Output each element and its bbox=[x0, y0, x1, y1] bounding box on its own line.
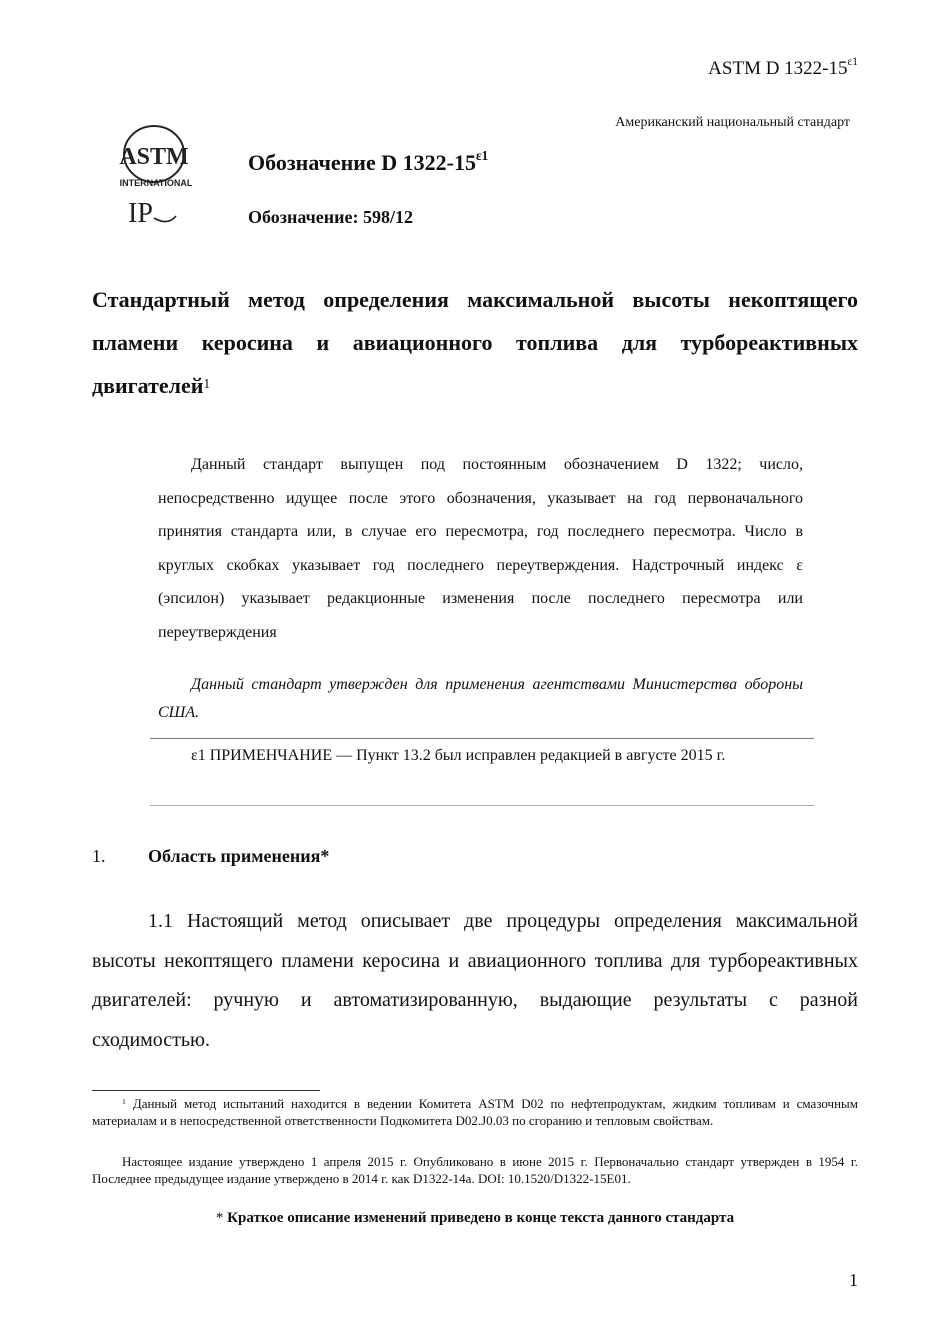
footnote-1: $^1$ Данный метод испытаний находится в ведении Комитета ASTM D02 по нефтепродуктам, жидким топливам и смазочным материалам и в непосредственной ответственности Подкомитета D02.J0.03 по сгоранию и тепловым свойствам. bbox=[92, 1096, 858, 1128]
astm-international-logo bbox=[116, 124, 202, 190]
footnote-1-mark: 1 bbox=[122, 1097, 126, 1106]
title-footnote-ref: 1 bbox=[203, 376, 211, 391]
footnote-edition: Настоящее издание утверждено 1 апреля 2015 г. Опубликовано в июне 2015 г. Первоначально стандарт утвержден в 1954 г. Последнее предыдущее издание утверждено в 2014 г. как D1322-14a. DOI: 10.1520/D1322-15E01. bbox=[92, 1154, 858, 1186]
page-number: 1 bbox=[849, 1270, 858, 1290]
dod-approval-note: Данный стандарт утвержден для применения агентствами Министерства обороны США. bbox=[158, 676, 803, 721]
section-title: Область применения* bbox=[148, 846, 330, 866]
ip-logo bbox=[124, 196, 180, 230]
designation-title: Обозначение D $1322-15^{\varepsilon 1}$ bbox=[248, 148, 489, 175]
paragraph-1-1: 1.1 Настоящий метод описывает две процедуры определения максимальной высоты некоптящего пламени керосина и авиационного топлива для турбореактивных двигателей: ручную и автоматизированную, выдающие результаты с разной сходимостью. bbox=[92, 910, 858, 1051]
document-code-sup: ε1 bbox=[847, 56, 858, 68]
issuance-note: Данный стандарт выпущен под постоянным обозначением D 1322; число, непосредственно идущее после этого обозначения, указывает на год первоначального принятия стандарта или, в случае его пересмотра, год последнего пересмотра. Число в круглых скобках указывает год последнего переутверждения. Надстрочный индекс ε (эпсилон) указывает редакционные изменения после последнего пересмотра или переутверждения bbox=[158, 456, 803, 641]
astm-logo-subtext: INTERNATIONAL bbox=[119, 178, 193, 188]
designation-sup: ε1 bbox=[475, 148, 489, 163]
editorial-note: ε1 ПРИМЕНЧАНИЕ — Пункт 13.2 был исправлен редакцией в августе 2015 г. bbox=[191, 747, 726, 764]
note-bottom-rule bbox=[150, 805, 814, 806]
ip-designation: Обозначение: 598/12 bbox=[248, 207, 414, 227]
section-number: 1. bbox=[92, 846, 106, 866]
american-national-standard-note: Американский национальный стандарт bbox=[615, 115, 850, 130]
summary-of-changes-note: * Краткое описание изменений приведено в конце текста данного стандарта bbox=[215, 1210, 735, 1226]
footnote-rule bbox=[92, 1090, 320, 1091]
standard-title: Стандартный метод определения максимальной высоты некоптящего пламени керосина и авиационного топлива для турбореактивных двигателей$^1$ bbox=[92, 287, 858, 398]
document-code: ASTM D $1322-15^{\varepsilon 1}$ bbox=[708, 56, 858, 79]
ip-logo-text: IP bbox=[128, 198, 153, 229]
astm-logo-text: ASTM bbox=[119, 144, 189, 170]
note-top-rule bbox=[150, 738, 814, 739]
